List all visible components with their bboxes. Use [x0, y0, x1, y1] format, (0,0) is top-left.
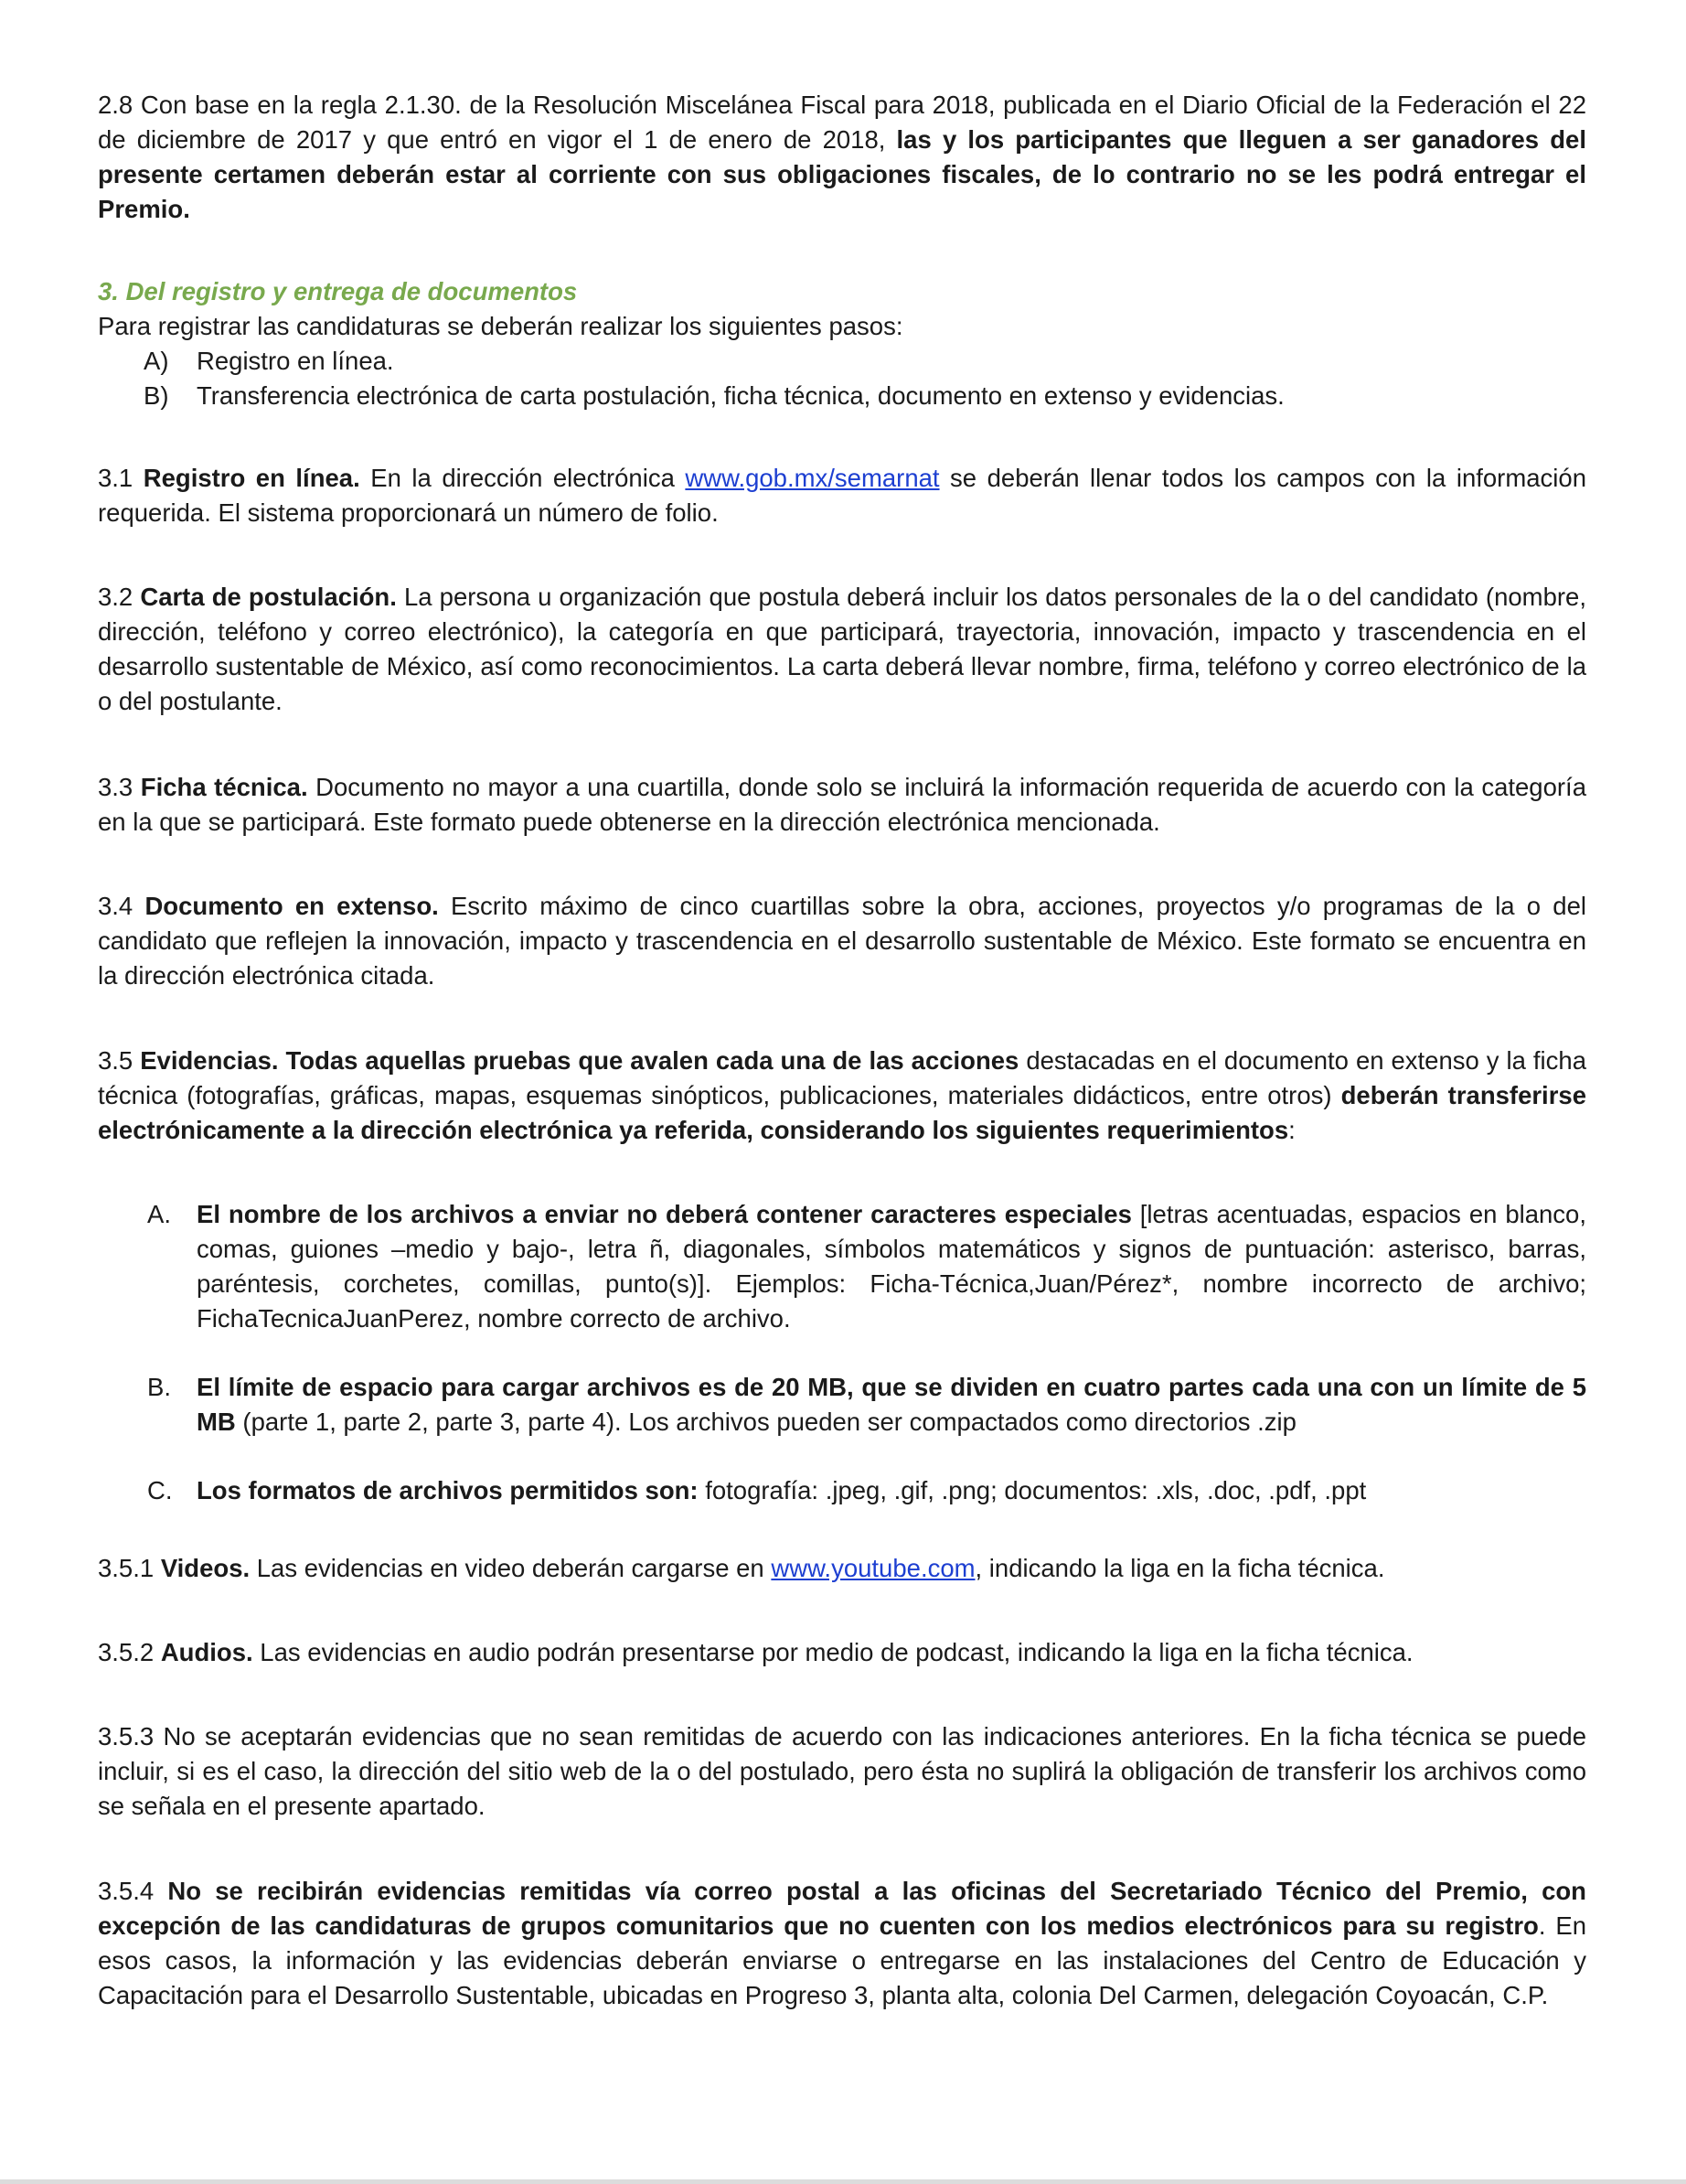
p33-title: Ficha técnica.	[140, 773, 308, 801]
p34-text: Escrito máximo de cinco cuartillas sobre la obra, acciones, proyectos y/o programas de la o del candidato que reflejen la innovación, impacto y trascendencia en el desarrollo sustentable de México. Este formato se encuentra en la dirección electrónica citada.	[98, 892, 1586, 990]
list-item	[98, 1197, 1586, 1336]
p351-title: Videos.	[160, 1554, 251, 1582]
p32-text: La persona u organización que postula deberá incluir los datos personales de la o del candidato (nombre, dirección, teléfono y correo electrónico), la categoría en que participará, trayectoria, innovación, impacto y trascendencia en el desarrollo sustentable de México, así como reconocimientos. La carta deberá llevar nombre, firma, teléfono y correo electrónico de la o del postulante.	[98, 583, 1586, 715]
p352-num: 3.5.2	[98, 1638, 161, 1666]
requirements-list	[98, 1197, 1586, 1508]
steps-list	[98, 344, 1586, 413]
p351-num: 3.5.1	[98, 1554, 161, 1582]
p354-bold: No se recibirán evidencias remitidas vía correo postal a las oficinas del Secretariado Técnico del Premio, con excepción de las candidaturas de grupos comunitarios que no cuenten con los medios electrónicos para su registro	[98, 1877, 1586, 1940]
p35-end: :	[1288, 1116, 1296, 1144]
list-marker: B.	[147, 1373, 171, 1401]
paragraph-3-2	[98, 580, 1586, 719]
p32-num: 3.2	[98, 583, 141, 611]
list-marker: A.	[147, 1200, 171, 1228]
list-item	[98, 379, 1586, 413]
youtube-link[interactable]: www.youtube.com	[771, 1554, 976, 1582]
list-marker: A)	[144, 347, 169, 375]
list-marker: C.	[147, 1476, 173, 1504]
paragraph-3-5-3: 3.5.3 No se aceptarán evidencias que no sean remitidas de acuerdo con las indicaciones anteriores. En la ficha técnica se puede incluir, si es el caso, la dirección del sitio web de la o del postulado, pero ésta no suplirá la obligación de transferir los archivos como se señala en el presente apartado.	[98, 1722, 1586, 1820]
p34-title: Documento en extenso.	[144, 892, 439, 920]
paragraph-3-1	[98, 461, 1586, 530]
paragraph-3-5-4	[98, 1874, 1586, 2013]
list-item-text: Registro en línea.	[197, 347, 394, 375]
paragraph-3-5-2	[98, 1635, 1586, 1670]
p352-title: Audios.	[160, 1638, 253, 1666]
section-3-heading: 3. Del registro y entrega de documentos	[98, 277, 578, 305]
p35-bold2: deberán transferirse electrónicamente a la dirección electrónica ya referida, considerando los siguientes requerimientos	[98, 1081, 1586, 1144]
req-c-text: fotografía: .jpeg, .gif, .png; documentos: .xls, .doc, .pdf, .ppt	[698, 1476, 1367, 1504]
req-c-bold: Los formatos de archivos permitidos son:	[197, 1476, 699, 1504]
p354-text: . En esos casos, la información y las evidencias deberán enviarse o entregarse en las instalaciones del Centro de Educación y Capacitación para el Desarrollo Sustentable, ubicadas en Progreso 3, planta alta, colonia Del Carmen, delegación Coyoacán, C.P.	[98, 1911, 1587, 2009]
semarnat-link[interactable]: www.gob.mx/semarnat	[685, 464, 940, 492]
list-marker: B)	[144, 381, 169, 410]
p33-num: 3.3	[98, 773, 141, 801]
p35-text: destacadas en el documento en extenso y la ficha técnica (fotografías, gráficas, mapas, esquemas sinópticos, publicaciones, materiales didácticos, entre otros)	[98, 1046, 1586, 1109]
req-b-bold: El límite de espacio para cargar archivos es de 20 MB, que se dividen en cuatro partes cada una con un límite de 5 MB	[197, 1373, 1586, 1436]
page-bottom-border	[0, 2179, 1686, 2184]
paragraph-3-5	[98, 1044, 1586, 1148]
document-page	[98, 88, 1586, 2013]
list-item-text: Transferencia electrónica de carta postulación, ficha técnica, documento en extenso y evidencias.	[197, 381, 1285, 410]
paragraph-3-4	[98, 889, 1586, 993]
p351-post: , indicando la liga en la ficha técnica.	[975, 1554, 1385, 1582]
req-a-text: [letras acentuadas, espacios en blanco, comas, guiones –medio y bajo-, letra ñ, diagonales, símbolos matemáticos y signos de puntuación: asterisco, barras, paréntesis, corchetes, comillas, punto(s)]. Ejemplos: Ficha-Técnica,Juan/Pérez*, nombre incorrecto de archivo; FichaTecnicaJuanPerez, nombre correcto de archivo.	[197, 1200, 1586, 1333]
p31-num: 3.1	[98, 464, 144, 492]
p35-title: Evidencias. Todas aquellas pruebas que avalen cada una de las acciones	[140, 1046, 1019, 1075]
p351-pre: Las evidencias en video deberán cargarse en	[250, 1554, 772, 1582]
paragraph-3-3	[98, 770, 1586, 840]
p28-bold: las y los participantes que lleguen a ser ganadores del presente certamen deberán estar al corriente con sus obligaciones fiscales, de lo contrario no se les podrá entregar el Premio.	[98, 125, 1586, 223]
p32-title: Carta de postulación.	[140, 583, 397, 611]
p352-text: Las evidencias en audio podrán presentarse por medio de podcast, indicando la liga en la ficha técnica.	[252, 1638, 1414, 1666]
p31-title: Registro en línea.	[143, 464, 360, 492]
p31-post: se deberán llenar todos los campos con la información requerida. El sistema proporcionará un número de folio.	[98, 464, 1586, 527]
req-b-text: (parte 1, parte 2, parte 3, parte 4). Los archivos pueden ser compactados como directorios .zip	[235, 1408, 1297, 1436]
p35-num: 3.5	[98, 1046, 141, 1075]
req-a-bold: El nombre de los archivos a enviar no deberá contener caracteres especiales	[197, 1200, 1132, 1228]
paragraph-2-8	[98, 88, 1586, 227]
p31-pre: En la dirección electrónica	[359, 464, 686, 492]
list-item	[98, 344, 1586, 379]
p33-text: Documento no mayor a una cuartilla, donde solo se incluirá la información requerida de acuerdo con la categoría en la que se participará. Este formato puede obtenerse en la dirección electrónica mencionada.	[98, 773, 1586, 836]
section-3-intro: Para registrar las candidaturas se deberán realizar los siguientes pasos:	[98, 312, 903, 340]
list-item	[98, 1370, 1586, 1440]
p34-num: 3.4	[98, 892, 145, 920]
p354-num: 3.5.4	[98, 1877, 168, 1905]
list-item	[98, 1473, 1586, 1508]
paragraph-3-5-1	[98, 1551, 1586, 1586]
p28-text: 2.8 Con base en la regla 2.1.30. de la Resolución Miscelánea Fiscal para 2018, publicada en el Diario Oficial de la Federación el 22 de diciembre de 2017 y que entró en vigor el 1 de enero de 2018,	[98, 91, 1586, 154]
